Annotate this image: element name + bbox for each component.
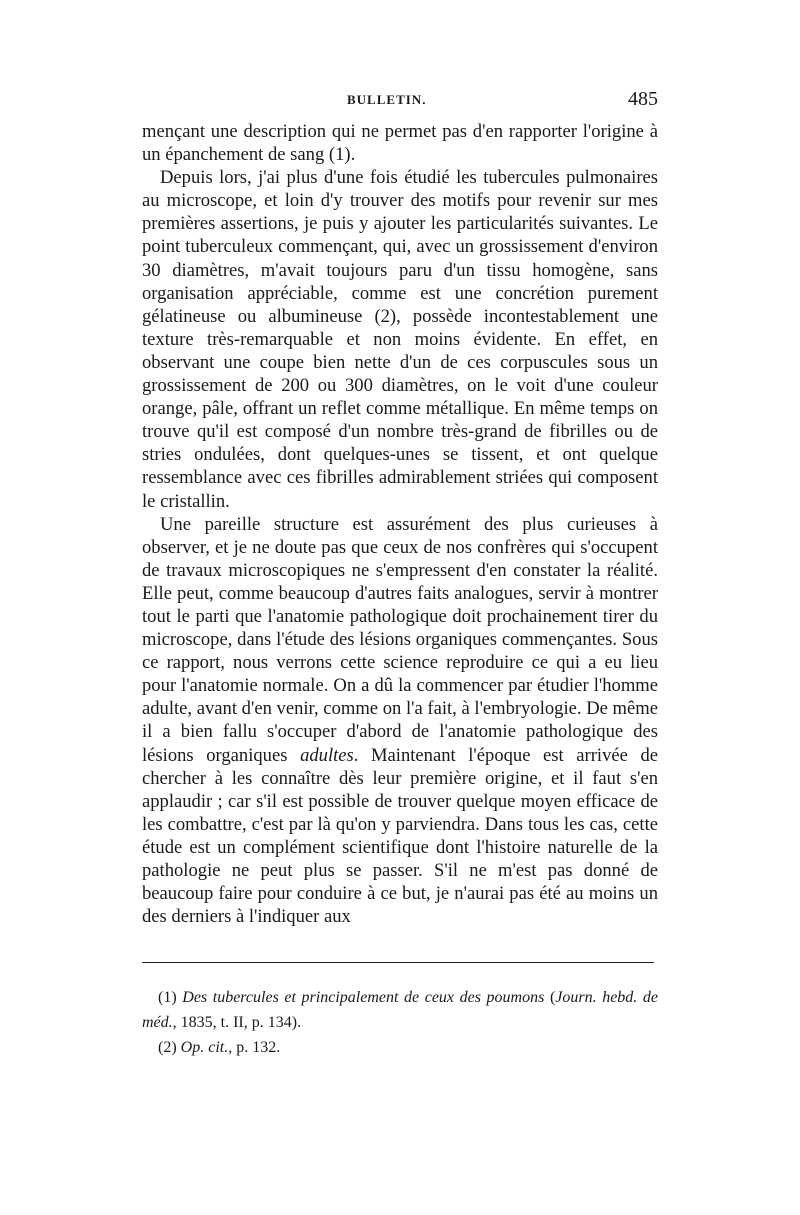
paragraph-1: mençant une description qui ne permet pas d'en rapporter l'origine à un épanchement de sang (1).	[142, 121, 658, 166]
footnote-1-marker: (1)	[158, 989, 177, 1007]
footnote-2	[142, 1035, 658, 1060]
paragraph-3	[142, 513, 658, 929]
footnote-1	[142, 985, 658, 1035]
footnote-2-title: Op. cit.	[180, 1039, 229, 1057]
footnotes	[142, 985, 658, 1060]
footnote-1-open: (	[544, 989, 556, 1007]
page-header	[142, 88, 658, 120]
body-text	[142, 120, 658, 928]
footnote-1-rest: , 1835, t. II, p. 134).	[172, 1014, 302, 1032]
running-title: BULLETIN.	[347, 92, 427, 107]
footnote-1-journal: Journ. hebd. de méd.	[142, 989, 659, 1032]
paragraph-3-text-a: Une pareille structure est assurément des plus curieuses à observer, et je ne doute pas que ceux de nos confrères qui s'occupent de travaux microscopiques ne s'empressent d'en constater la réalité. Elle peut, comme beaucoup d'autres faits analogues, servir à montrer tout le parti que l'anatomie pathologique doit prochainement tirer du microscope, dans l'étude des lésions organiques commençantes. Sous ce rapport, nous verrons cette science reproduire ce qui a eu lieu pour l'anatomie normale. On a dû la commencer par étudier l'homme adulte, avant d'en venir, comme on l'a fait, à l'embryologie. De même il a bien fallu s'occuper d'abord de l'anatomie pathologique des lésions organiques	[142, 513, 658, 766]
page-number: 485	[628, 88, 658, 110]
paragraph-3-italic: adultes	[300, 744, 354, 766]
footnote-2-rest: , p. 132.	[228, 1039, 281, 1057]
footnote-2-marker: (2)	[158, 1039, 177, 1057]
footnote-1-title: Des tubercules et principalement de ceux des poumons	[182, 989, 545, 1007]
book-page	[142, 88, 659, 1060]
footnote-divider	[142, 962, 654, 963]
paragraph-3-text-b: . Maintenant l'époque est arrivée de chercher à les connaître dès leur première origine, et il faut s'en applaudir ; car s'il est possible de trouver quelque moyen efficace de les combattre, c'est par là qu'on y parviendra. Dans tous les cas, cette étude est un complément scientifique dont l'histoire naturelle de la pathologie ne peut plus se passer. S'il ne m'est pas donné de beaucoup faire pour conduire à ce but, je n'aurai pas été au moins un des derniers à l'indiquer aux	[142, 744, 659, 928]
paragraph-2: Depuis lors, j'ai plus d'une fois étudié les tubercules pulmonaires au microscope, et loin d'y trouver des motifs pour revenir sur mes premières assertions, je puis y ajouter les particularités suivantes. Le point tuberculeux commençant, qui, avec un grossissement d'environ 30 diamètres, m'avait toujours paru d'un tissu homogène, sans organisation appréciable, comme est une concrétion purement gélatineuse ou albumineuse (2), possède incontestablement une texture très-remarquable et non moins évidente. En effet, en observant une coupe bien nette d'un de ces corpuscules sous un grossissement de 200 ou 300 diamètres, on le voit d'une couleur orange, pâle, offrant un reflet comme métallique. En même temps on trouve qu'il est composé d'un nombre très-grand de fibrilles ou de stries ondulées, dont quelques-unes se tissent, et ont quelque ressemblance avec ces fibrilles admirablement striées qui composent le cristallin.	[142, 167, 658, 512]
